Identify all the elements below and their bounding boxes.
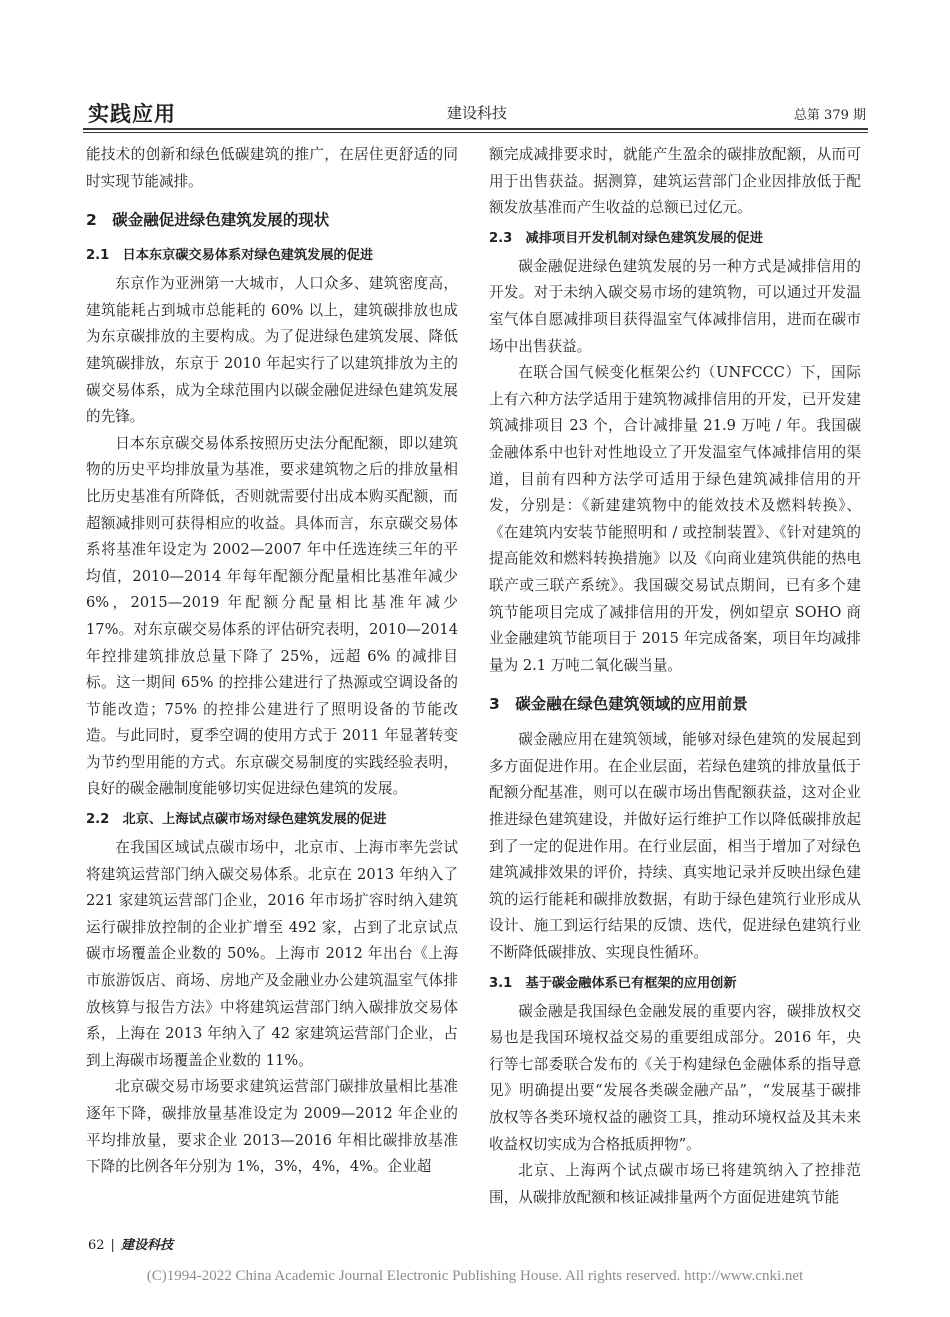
paragraph: 额完成减排要求时，就能产生盈余的碳排放配额，从而可用于出售获益。据测算，建筑运营部门企业因排放低于配额发放基准而产生收益的总额已过亿元。	[489, 146, 861, 217]
copyright-notice: (C)1994-2022 China Academic Journal Electronic Publishing House. All rights reserved. http://www.cnki.net	[146, 1268, 804, 1284]
paragraph: 碳金融应用在建筑领域，能够对绿色建筑的发展起到多方面促进作用。在企业层面，若绿色建筑的排放量低于配额分配基准，则可以在碳市场出售配额获益，这对企业推进绿色建筑建设，并做好运行维护工作以降低碳排放起到了一定的促进作用。在行业层面，相当于增加了对绿色建筑减排效果的评价，持续、真实地记录并反映出绿色建筑的运行能耗和碳排放数据，有助于绿色建筑行业形成从设计、施工到运行结果的反馈、迭代，促进绿色建筑行业不断降低碳排放、实现良性循环。	[489, 731, 861, 962]
paragraph: 在联合国气候变化框架公约（UNFCCC）下，国际上有六种方法学适用于建筑物减排信用的开发，已开发建筑减排项目 23 个，合计减排量 21.9 万吨 / 年。我国碳金融体系中也针对性地设立了开发温室气体减排信用的渠道，目前有四种方法学可适用于绿色建筑减排信用的开发，分别是：《新建建筑物中的能效技术及燃料转换》、《在建筑内安装节能照明和 / 或控制装置》、《针对建筑的提高能效和燃料转换措施》以及《向商业建筑供能的热电联产或三联产系统》。我国碳交易试点期间，已有多个建筑节能项目完成了减排信用的开发，例如望京 SOHO 商业金融建筑节能项目于 2015 年完成备案，项目年均减排量为 2.1 万吨二氧化碳当量。	[489, 364, 861, 674]
page-header	[88, 98, 866, 128]
left-column	[86, 142, 458, 1181]
paragraph: 在我国区域试点碳市场中，北京市、上海市率先尝试将建筑运营部门纳入碳交易体系。北京在 2013 年纳入了 221 家建筑运营部门企业，2016 年市场扩容时纳入建筑运行碳排放控制的企业扩增至 492 家，占到了北京试点碳市场覆盖企业数的 50%。上海市 2012 年出台《上海市旅游饭店、商场、房地产及金融业办公建筑温室气体排放核算与报告方法》中将建筑运营部门纳入碳排放交易体系，上海在 2013 年纳入了 42 家建筑运营部门企业，占到上海碳市场覆盖企业数的 11%。	[86, 839, 458, 1069]
paragraph: 东京作为亚洲第一大城市，人口众多、建筑密度高，建筑能耗占到城市总能耗的 60% 以上，建筑碳排放也成为东京碳排放的主要构成。为了促进绿色建筑发展、降低建筑碳排放，东京于 2010 年起实行了以建筑排放为主的碳交易体系，成为全球范围内以碳金融促进绿色建筑发展的先锋。	[86, 275, 458, 426]
subsection-heading-2-2: 2.2 北京、上海试点碳市场对绿色建筑发展的促进	[86, 812, 387, 828]
right-column	[489, 142, 861, 1211]
issue-number: 总第 379 期	[793, 108, 866, 123]
paragraph: 碳金融促进绿色建筑发展的另一种方式是减排信用的开发。对于未纳入碳交易市场的建筑物，可以通过开发温室气体自愿减排项目获得温室气体减排信用，进而在碳市场中出售获益。	[489, 257, 861, 355]
footer-separator: |	[110, 1238, 115, 1253]
paragraph: 北京碳交易市场要求建筑运营部门碳排放量相比基准逐年下降，碳排放量基准设定为 2009—2012 年企业的平均排放量，要求企业 2013—2016 年相比碳排放基准下降的比例各年分别为 1%，3%，4%，4%。企业超	[86, 1078, 458, 1176]
page-footer	[88, 1234, 173, 1253]
paragraph: 能技术的创新和绿色低碳建筑的推广，在居住更舒适的同时实现节能减排。	[86, 146, 458, 190]
paragraph: 北京、上海两个试点碳市场已将建筑纳入了控排范围，从碳排放配额和核证减排量两个方面促进建筑节能	[489, 1162, 861, 1206]
paragraph: 碳金融是我国绿色金融发展的重要内容，碳排放权交易也是我国环境权益交易的重要组成部分。2016 年，央行等七部委联合发布的《关于构建绿色金融体系的指导意见》明确提出要“发展各类碳金融产品”，“发展基于碳排放权等各类环境权益的融资工具，推动环境权益及其未来收益权切实成为合格抵质押物”。	[489, 1002, 861, 1153]
page-number: 62	[88, 1238, 105, 1253]
section-heading-3: 3 碳金融在绿色建筑领域的应用前景	[489, 695, 748, 714]
subsection-heading-3-1: 3.1 基于碳金融体系已有框架的应用创新	[489, 975, 737, 991]
subsection-heading-2-3: 2.3 减排项目开发机制对绿色建筑发展的促进	[489, 230, 763, 246]
section-heading-2: 2 碳金融促进绿色建筑发展的现状	[86, 211, 330, 230]
paragraph: 日本东京碳交易体系按照历史法分配配额，即以建筑物的历史平均排放量为基准，要求建筑物之后的排放量相比历史基准有所降低，否则就需要付出成本购买配额，而超额减排则可获得相应的收益。具体而言，东京碳交易体系将基准年设定为 2002—2007 年中任选连续三年的平均值，2010—2014 年每年配额分配量相比基准年减少 6%，2015—2019 年配额分配量相比基准年减少 17%。对东京碳交易体系的评估研究表明，2010—2014 年控排建筑排放总量下降了 25%，远超 6% 的减排目标。这一期间 65% 的控排公建进行了热源或空调设备的节能改造；75% 的控排公建进行了照明设备的节能改造。与此同时，夏季空调的使用方式于 2011 年显著转变为节约型用能的方式。东京碳交易制度的实践经验表明，良好的碳金融制度能够切实促进绿色建筑的发展。	[86, 434, 458, 798]
footer-journal-name: 建设科技	[120, 1238, 173, 1253]
section-title: 实践应用	[88, 102, 176, 126]
header-rule-thin	[83, 132, 868, 133]
subsection-heading-2-1: 2.1 日本东京碳交易体系对绿色建筑发展的促进	[86, 248, 374, 264]
header-rule-thick	[83, 128, 868, 130]
journal-name: 建设科技	[446, 104, 507, 122]
